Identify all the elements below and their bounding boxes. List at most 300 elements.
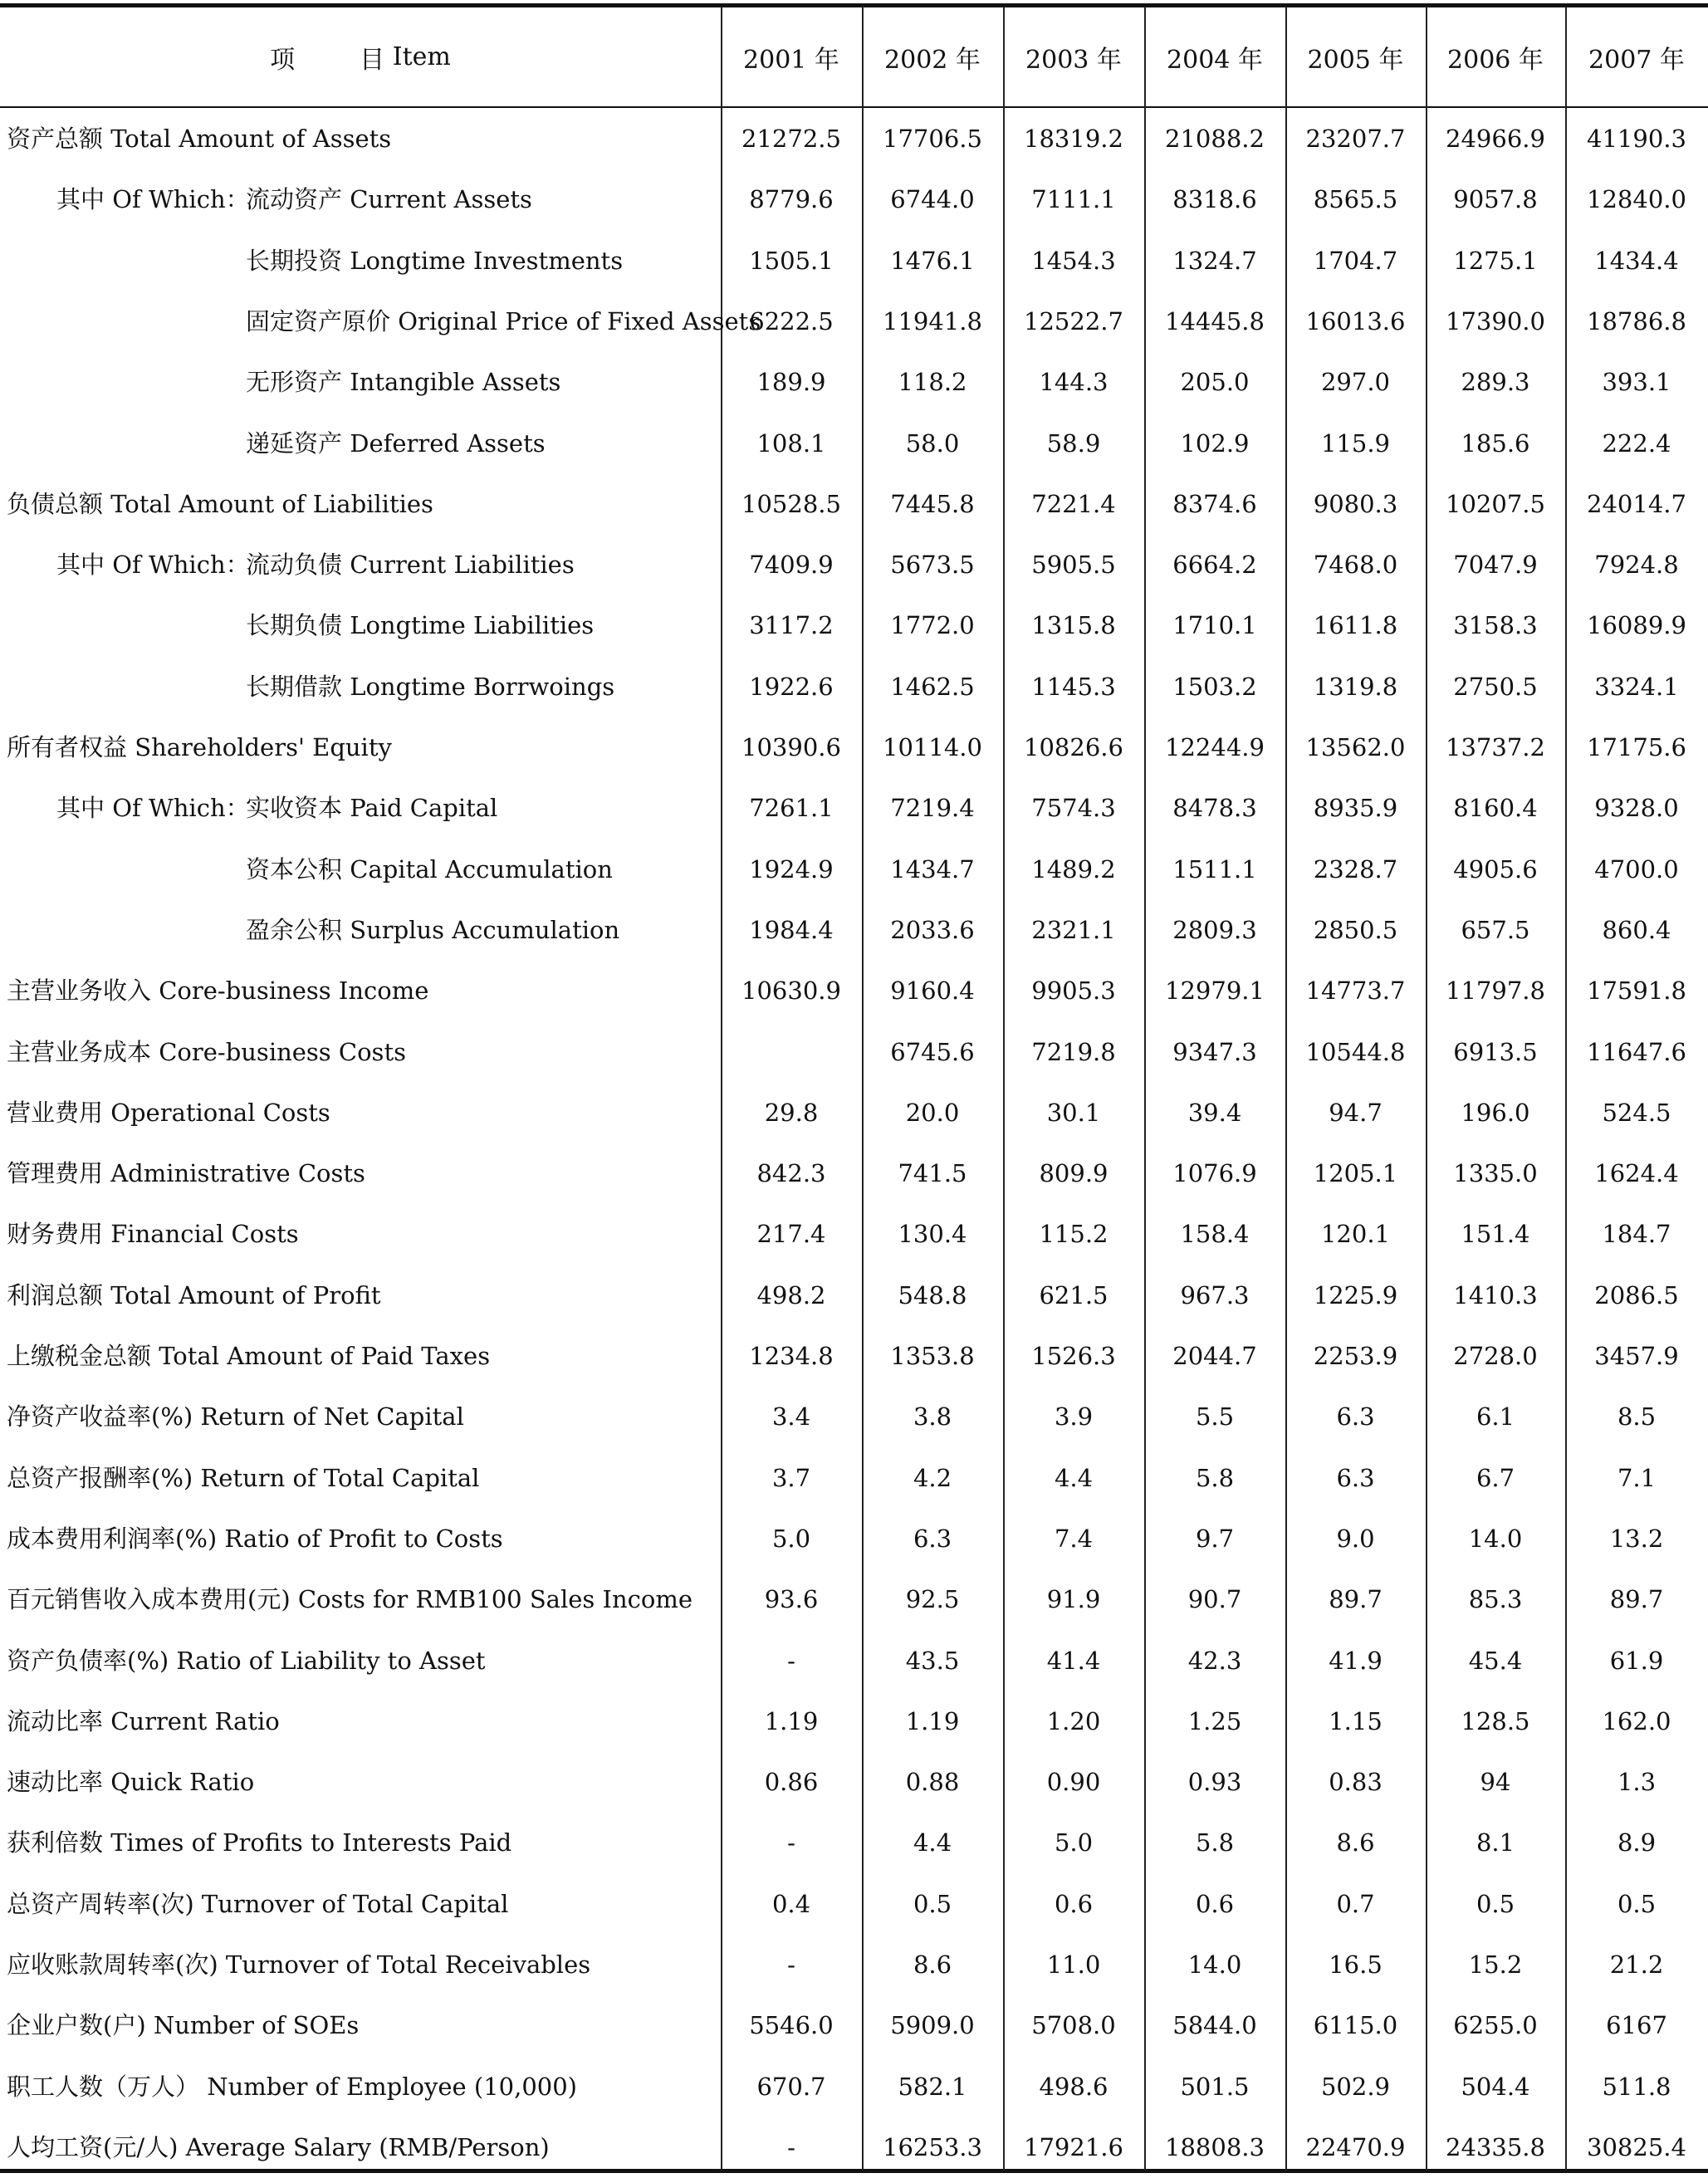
table-cell: 21088.2 — [1165, 125, 1265, 153]
table-cell: 18808.3 — [1165, 2132, 1265, 2161]
header-item — [0, 7, 721, 106]
table-cell: 1503.2 — [1172, 672, 1257, 701]
table-row — [0, 1752, 1708, 1813]
table-cell: 5546.0 — [749, 2011, 834, 2040]
table-cell: 5905.5 — [1031, 551, 1116, 580]
row-label: 负债总额 Total Amount of Liabilities — [7, 489, 433, 518]
table-cell: 89.7 — [1329, 1585, 1383, 1614]
table-cell: 7111.1 — [1031, 185, 1116, 214]
table-row — [0, 1448, 1708, 1509]
table-cell: 58.0 — [905, 428, 960, 458]
table-row — [0, 900, 1708, 961]
table-cell: 1772.0 — [890, 611, 975, 640]
table-cell: 0.88 — [905, 1768, 960, 1797]
table-cell: 1410.3 — [1453, 1280, 1538, 1309]
table-cell: 297.0 — [1320, 368, 1391, 397]
table-row — [0, 1509, 1708, 1569]
table-cell: 1324.7 — [1172, 246, 1257, 275]
table-cell: 151.4 — [1461, 1220, 1530, 1249]
table-cell: 670.7 — [756, 2072, 826, 2101]
table-cell: 6167 — [1606, 2011, 1667, 2040]
table-cell: 3.4 — [771, 1402, 811, 1432]
table-cell: 39.4 — [1187, 1098, 1242, 1127]
header-year: 2003 年 — [1025, 45, 1122, 75]
table-cell: 222.4 — [1602, 428, 1671, 458]
table-row — [0, 1143, 1708, 1204]
table-cell: 5673.5 — [890, 551, 975, 580]
table-cell: 1335.0 — [1453, 1159, 1538, 1188]
table-cell: 3324.1 — [1594, 672, 1679, 701]
table-cell: 1505.1 — [749, 246, 834, 275]
table-row — [0, 231, 1708, 291]
table-row — [0, 1569, 1708, 1630]
table-cell: 7468.0 — [1313, 551, 1398, 580]
table-cell: 9057.8 — [1453, 185, 1538, 214]
table-cell: 8935.9 — [1313, 794, 1398, 823]
table-row — [0, 778, 1708, 839]
table-row — [0, 291, 1708, 352]
table-cell: 6745.6 — [890, 1037, 975, 1066]
table-row — [0, 717, 1708, 778]
table-cell: 16.5 — [1329, 1950, 1383, 1979]
table-cell: 13562.0 — [1305, 733, 1406, 761]
row-label: 流动负债 Current Liabilities — [246, 551, 575, 580]
header-year: 2004 年 — [1167, 45, 1263, 75]
table-cell: 10390.6 — [741, 733, 841, 761]
table-cell: 7.4 — [1054, 1524, 1094, 1553]
table-cell: 501.5 — [1180, 2072, 1250, 2101]
table-row — [0, 1326, 1708, 1387]
header-year: 2005 年 — [1307, 45, 1404, 75]
row-label: 净资产收益率(%) Return of Net Capital — [7, 1402, 464, 1432]
table-cell: 94.7 — [1329, 1098, 1383, 1127]
table-cell: 10528.5 — [741, 489, 841, 518]
table-cell: 6222.5 — [749, 306, 834, 335]
table-cell: 11797.8 — [1446, 976, 1545, 1006]
table-cell: 860.4 — [1602, 915, 1671, 944]
row-label: 流动资产 Current Assets — [246, 185, 532, 214]
table-cell: 8.9 — [1617, 1828, 1657, 1857]
table-row — [0, 839, 1708, 900]
table-cell: 5909.0 — [890, 2011, 975, 2040]
table-row — [0, 1631, 1708, 1691]
row-label: 上缴税金总额 Total Amount of Paid Taxes — [7, 1342, 491, 1370]
table-cell: 217.4 — [756, 1220, 826, 1249]
table-cell: 128.5 — [1461, 1706, 1530, 1735]
table-cell: 0.6 — [1054, 1889, 1094, 1918]
row-label: 资产负债率(%) Ratio of Liability to Asset — [7, 1646, 486, 1675]
header-item-cn2: 目 — [360, 45, 385, 75]
row-label: 总资产报酬率(%) Return of Total Capital — [7, 1463, 480, 1492]
table-cell: 23207.7 — [1305, 125, 1406, 153]
table-cell: 130.4 — [898, 1220, 967, 1249]
table-cell: 9347.3 — [1172, 1037, 1257, 1066]
table-cell: 196.0 — [1461, 1098, 1530, 1127]
table-cell: 6913.5 — [1453, 1037, 1538, 1066]
table-cell: 29.8 — [764, 1098, 819, 1127]
table-cell: 108.1 — [756, 428, 826, 458]
table-cell: 3457.9 — [1594, 1342, 1679, 1370]
row-label: 职工人数（万人） Number of Employee (10,000) — [7, 2072, 577, 2101]
table-cell: 1145.3 — [1031, 672, 1116, 701]
row-label: 长期负债 Longtime Liabilities — [246, 611, 595, 640]
header-year: 2002 年 — [884, 45, 981, 75]
table-cell: 41.9 — [1329, 1646, 1383, 1675]
table-cell: 8779.6 — [749, 185, 834, 214]
table-cell: 0.5 — [913, 1889, 952, 1918]
table-row — [0, 657, 1708, 717]
table-cell: 41190.3 — [1587, 125, 1686, 153]
row-label: 长期投资 Longtime Investments — [246, 246, 624, 275]
table-cell: 524.5 — [1602, 1098, 1671, 1127]
table-cell: 1624.4 — [1594, 1159, 1679, 1188]
table-cell: 1611.8 — [1313, 611, 1398, 640]
table-cell: 498.6 — [1039, 2072, 1108, 2101]
table-cell: 1454.3 — [1031, 246, 1116, 275]
row-label: 获利倍数 Times of Profits to Interests Paid — [7, 1828, 512, 1857]
table-cell: 1489.2 — [1031, 854, 1116, 883]
table-cell: 85.3 — [1468, 1585, 1523, 1614]
table-cell: 1275.1 — [1453, 246, 1538, 275]
table-cell: 1.19 — [905, 1706, 960, 1735]
row-label: 成本费用利润率(%) Ratio of Profit to Costs — [7, 1524, 503, 1553]
table-row — [0, 169, 1708, 230]
table-cell: 7445.8 — [890, 489, 975, 518]
table-cell: 162.0 — [1602, 1706, 1671, 1735]
table-cell: 8318.6 — [1172, 185, 1257, 214]
table-cell: 16253.3 — [883, 2132, 982, 2161]
table-cell: 1315.8 — [1031, 611, 1116, 640]
table-cell: 0.86 — [764, 1768, 819, 1797]
table-cell: 7409.9 — [749, 551, 834, 580]
table-cell: 548.8 — [898, 1280, 967, 1309]
table-cell: 3.7 — [771, 1463, 811, 1492]
table-cell: 185.6 — [1461, 428, 1530, 458]
table-cell: - — [787, 1950, 795, 1979]
row-label: 所有者权益 Shareholders' Equity — [7, 733, 392, 761]
table-cell: 6664.2 — [1172, 551, 1257, 580]
table-row — [0, 595, 1708, 656]
table-cell: 115.9 — [1320, 428, 1391, 458]
table-cell: 5.5 — [1195, 1402, 1235, 1432]
table-cell: 0.7 — [1336, 1889, 1375, 1918]
row-label: 固定资产原价 Original Price of Fixed Assets — [246, 306, 761, 335]
table-cell: 7.1 — [1617, 1463, 1657, 1492]
table-cell: 10826.6 — [1024, 733, 1123, 761]
table-cell: 5.8 — [1195, 1463, 1235, 1492]
table-cell: 24335.8 — [1446, 2132, 1545, 2161]
table-row — [0, 1813, 1708, 1873]
table-cell: 5.0 — [1054, 1828, 1094, 1857]
table-cell: 8.1 — [1476, 1828, 1515, 1857]
table-cell: 1710.1 — [1172, 611, 1257, 640]
row-label: 人均工资(元/人) Average Salary (RMB/Person) — [7, 2132, 550, 2161]
table-cell: 2809.3 — [1172, 915, 1257, 944]
table-row — [0, 1995, 1708, 2056]
table-cell: 504.4 — [1461, 2072, 1530, 2101]
table-cell: 2850.5 — [1313, 915, 1398, 944]
table-cell: 1.3 — [1617, 1768, 1657, 1797]
table-cell: 2728.0 — [1453, 1342, 1538, 1370]
table-cell: 144.3 — [1039, 368, 1108, 397]
table-cell: 10114.0 — [883, 733, 982, 761]
table-cell: 158.4 — [1180, 1220, 1250, 1249]
table-cell: 0.83 — [1329, 1768, 1383, 1797]
table-cell: 12522.7 — [1024, 306, 1123, 335]
row-label: 实收资本 Paid Capital — [246, 794, 498, 823]
table-cell: 20.0 — [905, 1098, 960, 1127]
table-cell: 24014.7 — [1587, 489, 1686, 518]
table-cell: 92.5 — [905, 1585, 960, 1614]
table-cell: 1319.8 — [1313, 672, 1398, 701]
table-cell: 14445.8 — [1165, 306, 1265, 335]
table-cell: 1526.3 — [1031, 1342, 1116, 1370]
table-cell: 1234.8 — [749, 1342, 834, 1370]
row-label: 长期借款 Longtime Borrwoings — [246, 672, 615, 701]
row-label: 利润总额 Total Amount of Profit — [7, 1280, 381, 1309]
table-cell: 3158.3 — [1453, 611, 1538, 640]
table-cell: 45.4 — [1468, 1646, 1523, 1675]
row-label: 主营业务收入 Core-business Income — [7, 976, 429, 1006]
table-cell: 1225.9 — [1313, 1280, 1398, 1309]
table-cell: 13.2 — [1609, 1524, 1664, 1553]
table-cell: - — [787, 1828, 795, 1857]
table-row — [0, 1691, 1708, 1752]
row-label: 企业户数(户) Number of SOEs — [7, 2011, 360, 2040]
table-cell: 2750.5 — [1453, 672, 1538, 701]
table-cell: 22470.9 — [1305, 2132, 1406, 2161]
table-cell: 2044.7 — [1172, 1342, 1257, 1370]
table-cell: 12840.0 — [1587, 185, 1686, 214]
row-label: 百元销售收入成本费用(元) Costs for RMB100 Sales Income — [7, 1585, 693, 1614]
table-cell: 7261.1 — [749, 794, 834, 823]
table-cell: 11.0 — [1046, 1950, 1101, 1979]
table-cell: 1434.7 — [890, 854, 975, 883]
table-row — [0, 414, 1708, 474]
table-cell: 1476.1 — [890, 246, 975, 275]
table-row — [0, 2117, 1708, 2178]
table-cell: 6115.0 — [1313, 2011, 1398, 2040]
table-cell: 3.9 — [1054, 1402, 1094, 1432]
table-row — [0, 1387, 1708, 1447]
row-label: 主营业务成本 Core-business Costs — [7, 1037, 406, 1066]
table-cell: 90.7 — [1187, 1585, 1242, 1614]
table-cell: 1353.8 — [890, 1342, 975, 1370]
table-cell: 8.6 — [913, 1950, 952, 1979]
table-cell: 6.3 — [1336, 1402, 1375, 1432]
header-item-en: Item — [392, 42, 451, 71]
row-prefix: 其中 Of Which： — [56, 794, 250, 823]
table-cell: 7219.8 — [1031, 1037, 1116, 1066]
row-label: 盈余公积 Surplus Accumulation — [246, 915, 620, 944]
table-cell: 16089.9 — [1587, 611, 1686, 640]
table-cell: 809.9 — [1039, 1159, 1108, 1188]
row-label: 财务费用 Financial Costs — [7, 1220, 299, 1249]
table-cell: 1922.6 — [749, 672, 834, 701]
table-cell: - — [787, 2132, 795, 2161]
table-cell: 5.0 — [771, 1524, 811, 1553]
table-cell: 1.19 — [764, 1706, 819, 1735]
table-cell: 41.4 — [1046, 1646, 1101, 1675]
table-cell: 120.1 — [1320, 1220, 1391, 1249]
table-cell: 91.9 — [1046, 1585, 1101, 1614]
table-cell: 9.0 — [1336, 1524, 1375, 1553]
table-cell: 582.1 — [898, 2072, 967, 2101]
table-cell: 21272.5 — [741, 125, 841, 153]
table-row — [0, 1204, 1708, 1265]
table-cell: 8565.5 — [1313, 185, 1398, 214]
table-cell: 61.9 — [1609, 1646, 1664, 1675]
table-cell: 7047.9 — [1453, 551, 1538, 580]
table-cell: 2033.6 — [890, 915, 975, 944]
row-label: 速动比率 Quick Ratio — [7, 1768, 255, 1797]
row-prefix: 其中 Of Which： — [56, 185, 250, 214]
table-cell: 4905.6 — [1453, 854, 1538, 883]
row-label: 管理费用 Administrative Costs — [7, 1159, 365, 1188]
table-cell: 7221.4 — [1031, 489, 1116, 518]
table-cell: 7219.4 — [890, 794, 975, 823]
table-cell: 13737.2 — [1446, 733, 1545, 761]
table-cell: 9.7 — [1195, 1524, 1235, 1553]
table-header-rule — [0, 106, 1708, 108]
table-cell: 24966.9 — [1446, 125, 1545, 153]
table-cell: 842.3 — [756, 1159, 826, 1188]
table-cell: 1924.9 — [749, 854, 834, 883]
table-cell: 11941.8 — [883, 306, 982, 335]
table-row — [0, 2057, 1708, 2117]
row-label: 总资产周转率(次) Turnover of Total Capital — [7, 1889, 509, 1918]
row-label: 营业费用 Operational Costs — [7, 1098, 330, 1127]
table-cell: 2328.7 — [1313, 854, 1398, 883]
table-cell: 967.3 — [1180, 1280, 1250, 1309]
table-cell: 18786.8 — [1587, 306, 1686, 335]
table-cell: - — [787, 1646, 795, 1675]
table-cell: 94 — [1480, 1768, 1511, 1797]
row-label: 资本公积 Capital Accumulation — [246, 854, 613, 883]
header-year: 2001 年 — [743, 45, 839, 75]
table-cell: 6.3 — [1336, 1463, 1375, 1492]
table-cell: 0.90 — [1046, 1768, 1101, 1797]
table-cell: 18319.2 — [1024, 125, 1123, 153]
header-year: 2007 年 — [1588, 45, 1685, 75]
table-cell: 4.2 — [913, 1463, 952, 1492]
table-cell: 8160.4 — [1453, 794, 1538, 823]
table-cell: 0.5 — [1617, 1889, 1657, 1918]
table-cell: 21.2 — [1609, 1950, 1664, 1979]
table-cell: 741.5 — [898, 1159, 967, 1188]
header-item-cn: 项 — [270, 45, 296, 75]
table-cell: 2086.5 — [1594, 1280, 1679, 1309]
table-cell: 5708.0 — [1031, 2011, 1116, 2040]
row-label: 无形资产 Intangible Assets — [246, 368, 561, 397]
table-cell: 118.2 — [898, 368, 967, 397]
row-label: 应收账款周转率(次) Turnover of Total Receivables — [7, 1950, 591, 1979]
table-cell: 15.2 — [1468, 1950, 1523, 1979]
table-cell: 7574.3 — [1031, 794, 1116, 823]
table-row — [0, 474, 1708, 535]
table-cell: 7924.8 — [1594, 551, 1679, 580]
table-row — [0, 1083, 1708, 1143]
table-row — [0, 1022, 1708, 1083]
table-cell: 6.3 — [913, 1524, 952, 1553]
table-cell: 657.5 — [1461, 915, 1530, 944]
table-cell: 8.6 — [1336, 1828, 1375, 1857]
table-cell: 42.3 — [1187, 1646, 1242, 1675]
table-cell: 184.7 — [1602, 1220, 1671, 1249]
table-cell: 6255.0 — [1453, 2011, 1538, 2040]
table-row — [0, 961, 1708, 1021]
table-cell — [721, 1022, 862, 1083]
table-cell: 4700.0 — [1594, 854, 1679, 883]
table-cell: 17175.6 — [1587, 733, 1686, 761]
table-cell: 6.1 — [1476, 1402, 1515, 1432]
table-cell: 289.3 — [1461, 368, 1530, 397]
table-cell: 9080.3 — [1313, 489, 1398, 518]
table-cell: 1434.4 — [1594, 246, 1679, 275]
table-cell: 8478.3 — [1172, 794, 1257, 823]
table-cell: 393.1 — [1602, 368, 1671, 397]
table-cell: 12979.1 — [1165, 976, 1265, 1006]
table-cell: 17706.5 — [883, 125, 982, 153]
table-cell: 10630.9 — [741, 976, 841, 1006]
table-cell: 0.6 — [1195, 1889, 1235, 1918]
table-cell: 511.8 — [1602, 2072, 1671, 2101]
table-cell: 102.9 — [1180, 428, 1250, 458]
table-cell: 11647.6 — [1587, 1037, 1686, 1066]
table-cell: 0.93 — [1187, 1768, 1242, 1797]
table-cell: 17390.0 — [1446, 306, 1545, 335]
table-row — [0, 1874, 1708, 1935]
table-cell: 5.8 — [1195, 1828, 1235, 1857]
table-cell: 9160.4 — [890, 976, 975, 1006]
table-cell: 0.4 — [771, 1889, 811, 1918]
table-cell: 8.5 — [1617, 1402, 1657, 1432]
table-cell: 10544.8 — [1305, 1037, 1406, 1066]
table-cell: 1984.4 — [749, 915, 834, 944]
table-cell: 1462.5 — [890, 672, 975, 701]
table-row — [0, 535, 1708, 595]
table-cell: 93.6 — [764, 1585, 819, 1614]
table-cell: 621.5 — [1039, 1280, 1108, 1309]
table-row — [0, 352, 1708, 413]
table-cell: 1.20 — [1046, 1706, 1101, 1735]
table-cell: 43.5 — [905, 1646, 960, 1675]
table-cell: 2253.9 — [1313, 1342, 1398, 1370]
table-cell: 1704.7 — [1313, 246, 1398, 275]
table-cell: 1205.1 — [1313, 1159, 1398, 1188]
table-cell: 5844.0 — [1172, 2011, 1257, 2040]
table-cell: 4.4 — [1054, 1463, 1094, 1492]
table-row — [0, 1265, 1708, 1326]
table-cell: 8374.6 — [1172, 489, 1257, 518]
table-cell: 3.8 — [913, 1402, 952, 1432]
table-cell: 14.0 — [1187, 1950, 1242, 1979]
row-label: 资产总额 Total Amount of Assets — [7, 125, 392, 153]
row-label: 递延资产 Deferred Assets — [246, 428, 546, 458]
table-cell: 30825.4 — [1587, 2132, 1686, 2161]
table-cell: 3117.2 — [749, 611, 834, 640]
table-cell: 89.7 — [1609, 1585, 1664, 1614]
table-cell: 0.5 — [1476, 1889, 1515, 1918]
table-row — [0, 109, 1708, 169]
header-year: 2006 年 — [1447, 45, 1544, 75]
row-label: 流动比率 Current Ratio — [7, 1706, 280, 1735]
table-cell: 6.7 — [1476, 1463, 1515, 1492]
table-cell: 17921.6 — [1024, 2132, 1123, 2161]
table-cell: 1.15 — [1329, 1706, 1383, 1735]
table-cell: 205.0 — [1180, 368, 1250, 397]
table-cell: 2321.1 — [1031, 915, 1116, 944]
